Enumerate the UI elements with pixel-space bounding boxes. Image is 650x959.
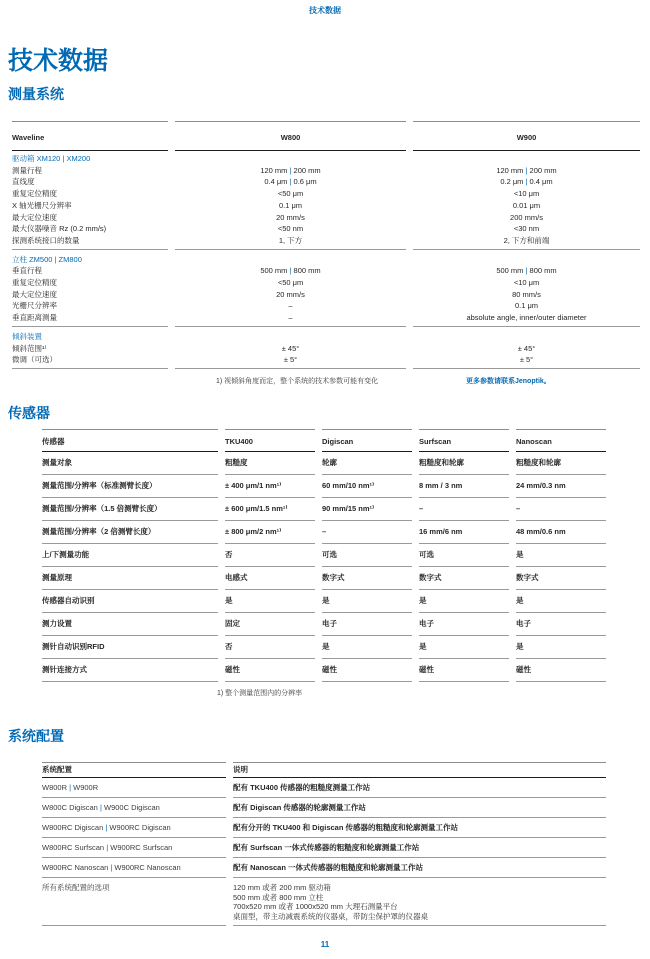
nanoscan-value: 磁性 <box>516 659 606 682</box>
row-label: 最大定位速度 <box>12 289 57 299</box>
column-header-description: 说明 <box>233 762 606 778</box>
surfscan-value: 可选 <box>419 544 509 567</box>
running-header: 技术数据 <box>309 6 341 15</box>
surfscan-value: – <box>419 498 509 521</box>
digiscan-value: – <box>322 521 412 544</box>
table-row <box>12 200 640 212</box>
digiscan-value: 数字式 <box>322 567 412 590</box>
row-label: 直线度 <box>12 177 35 187</box>
w900-value: absolute angle, inner/outer diameter <box>466 313 587 323</box>
w900-value: 2, 下方和前端 <box>503 235 550 245</box>
w800-value: 20 mm/s <box>276 289 305 299</box>
row-label: 微调（可选） <box>12 355 57 365</box>
w800-value: <50 nm <box>277 224 304 234</box>
w800-value: ± 5° <box>283 355 298 365</box>
tku400-value: 磁性 <box>225 659 315 682</box>
tku400-value: ± 600 μm/1.5 nm¹⁾ <box>225 498 315 521</box>
config-model: W800R | W900R <box>42 778 226 798</box>
group-title-row-tilt-unit <box>12 329 640 343</box>
nanoscan-value: 粗糙度和轮廓 <box>516 452 606 475</box>
column-header-config: 系统配置 <box>42 762 226 778</box>
nanoscan-value: 电子 <box>516 613 606 636</box>
w800-value: – <box>288 313 293 323</box>
row-label: 最大定位速度 <box>12 212 57 222</box>
column-header-w900: W900 <box>413 121 640 151</box>
group-title-row-column <box>12 252 640 266</box>
table-row <box>12 343 640 355</box>
w900-value: 0.1 μm <box>514 301 539 311</box>
config-model: W800RC Nanoscan | W900RC Nanoscan <box>42 858 226 878</box>
surfscan-value: 是 <box>419 636 509 659</box>
config-description: 配有 Digiscan 传感器的轮廓测量工作站 <box>233 798 606 818</box>
config-option-line: 500 mm 或者 800 mm 立柱 <box>233 892 324 902</box>
table-row <box>12 188 640 200</box>
config-option-line: 桌面型，带主动减震系统的仪器桌，带防尘保护罩的仪器桌 <box>233 911 428 921</box>
table-row <box>12 176 640 188</box>
page-number: 11 <box>320 940 330 949</box>
table-row <box>12 300 640 312</box>
tilt-footnote: 1) 视倾斜角度而定，整个系统的技术参数可能有变化 <box>216 377 379 385</box>
w900-value: <10 μm <box>513 278 540 288</box>
table-row <box>12 289 640 301</box>
surfscan-value: 16 mm/6 nm <box>419 521 509 544</box>
column-header-w800: W800 <box>175 121 406 151</box>
row-label: 测量范围/分辨率（1.5 倍测臂长度） <box>42 498 218 521</box>
row-label: 测量范围/分辨率（2 倍测臂长度） <box>42 521 218 544</box>
table-row <box>42 544 606 567</box>
system-config-table <box>42 762 606 926</box>
surfscan-value: 是 <box>419 590 509 613</box>
row-label: 垂直行程 <box>12 266 42 276</box>
row-label: 最大仪器噪音 Rz (0.2 mm/s) <box>12 224 107 234</box>
w800-value: 120 mm | 200 mm <box>260 165 321 175</box>
row-label: 测量行程 <box>12 165 42 175</box>
table-footnote-row <box>12 376 640 388</box>
w900-value: ± 5° <box>519 355 534 365</box>
row-label: 上/下测量功能 <box>42 544 218 567</box>
group-title: 立柱 ZM500 | ZM800 <box>12 254 82 264</box>
surfscan-value: 粗糙度和轮廓 <box>419 452 509 475</box>
nanoscan-value: 是 <box>516 636 606 659</box>
column-header-surfscan: Surfscan <box>419 429 509 452</box>
group-title: 驱动箱 XM120 | XM200 <box>12 154 91 163</box>
tku400-value: 否 <box>225 544 315 567</box>
w900-value: <10 μm <box>513 189 540 199</box>
sensors-footnote: 1) 整个测量范围内的分辨率 <box>217 690 303 697</box>
table-header-row <box>12 121 640 151</box>
w900-value: 80 mm/s <box>512 289 541 299</box>
tku400-value: ± 800 μm/2 nm¹⁾ <box>225 521 315 544</box>
surfscan-value: 数字式 <box>419 567 509 590</box>
digiscan-value: 电子 <box>322 613 412 636</box>
config-description: 配有分开的 TKU400 和 Digiscan 传感器的粗糙度和轮廓测量工作站 <box>233 818 606 838</box>
section-heading-sensors: 传感器 <box>8 405 50 421</box>
nanoscan-value: 是 <box>516 590 606 613</box>
row-label: 测针自动识别RFID <box>42 636 218 659</box>
w900-value: 0.01 μm <box>512 200 541 210</box>
w900-value: 500 mm | 800 mm <box>496 266 557 276</box>
w800-value: <50 μm <box>277 278 304 288</box>
config-model: W800RC Surfscan | W900RC Surfscan <box>42 838 226 858</box>
w900-value: 200 mm/s <box>510 212 543 222</box>
tku400-value: 电感式 <box>225 567 315 590</box>
w800-value: ± 45° <box>281 343 300 353</box>
row-label: X 轴光栅尺分辨率 <box>12 200 72 210</box>
config-option-line: 120 mm 或者 200 mm 驱动箱 <box>233 883 331 892</box>
tku400-value: 是 <box>225 590 315 613</box>
table-row <box>42 636 606 659</box>
w800-value: – <box>288 301 293 311</box>
table-row-options <box>42 878 606 926</box>
config-description: 配有 Nanoscan 一体式传感器的粗糙度和轮廓测量工作站 <box>233 858 606 878</box>
digiscan-value: 90 mm/15 nm¹⁾ <box>322 498 412 521</box>
config-description: 配有 TKU400 传感器的粗糙度测量工作站 <box>233 778 606 798</box>
digiscan-value: 60 mm/10 nm¹⁾ <box>322 475 412 498</box>
config-options-list <box>233 878 606 926</box>
w900-value: 120 mm | 200 mm <box>496 165 557 175</box>
nanoscan-value: – <box>516 498 606 521</box>
table-row <box>12 235 640 247</box>
table-row <box>12 277 640 289</box>
w800-value: 20 mm/s <box>276 212 305 222</box>
row-label: 测力设置 <box>42 613 218 636</box>
table-row <box>42 498 606 521</box>
table-row <box>42 858 606 878</box>
table-row <box>12 265 640 277</box>
surfscan-value: 磁性 <box>419 659 509 682</box>
table-row <box>42 798 606 818</box>
row-label: 测针连接方式 <box>42 659 218 682</box>
table-row <box>42 838 606 858</box>
row-label: 倾斜范围¹⁾ <box>12 343 47 353</box>
contact-jenoptik-link[interactable]: 更多参数请联系Jenoptik。 <box>466 377 551 385</box>
nanoscan-value: 数字式 <box>516 567 606 590</box>
nanoscan-value: 是 <box>516 544 606 567</box>
table-header-row <box>42 429 606 452</box>
table-bottom-rule <box>12 366 640 369</box>
table-row <box>42 818 606 838</box>
table-row <box>42 613 606 636</box>
w900-value: <30 nm <box>513 224 540 234</box>
table-row <box>42 567 606 590</box>
w800-value: <50 μm <box>277 189 304 199</box>
column-header-waveline: Waveline <box>12 121 168 151</box>
config-model: W800C Digiscan | W900C Digiscan <box>42 798 226 818</box>
w800-value: 0.1 μm <box>278 200 303 210</box>
page-title: 技术数据 <box>8 47 109 75</box>
config-option-line: 700x520 mm 或者 1000x520 mm 大理石测量平台 <box>233 902 398 911</box>
group-title-row-drive-unit <box>12 151 640 165</box>
config-model: W800RC Digiscan | W900RC Digiscan <box>42 818 226 838</box>
section-heading-system-config: 系统配置 <box>8 728 64 744</box>
table-row <box>42 475 606 498</box>
row-label: 测量对象 <box>42 452 218 475</box>
row-label: 测量原理 <box>42 567 218 590</box>
table-row <box>42 778 606 798</box>
tku400-value: 粗糙度 <box>225 452 315 475</box>
row-label: 垂直距离测量 <box>12 313 57 323</box>
tku400-value: 否 <box>225 636 315 659</box>
table-row <box>12 354 640 366</box>
tku400-value: 固定 <box>225 613 315 636</box>
group-title: 倾斜装置 <box>12 331 42 341</box>
surfscan-value: 电子 <box>419 613 509 636</box>
table-header-row <box>42 762 606 778</box>
w900-value: 0.2 μm | 0.4 μm <box>500 177 553 187</box>
table-row <box>42 590 606 613</box>
config-model: 所有系统配置的选项 <box>42 878 226 926</box>
row-label: 探测系统接口的数量 <box>12 235 80 245</box>
row-label: 光栅尺分辨率 <box>12 301 57 311</box>
digiscan-value: 磁性 <box>322 659 412 682</box>
digiscan-value: 可选 <box>322 544 412 567</box>
measurement-system-table <box>12 121 640 388</box>
row-label: 重复定位精度 <box>12 278 57 288</box>
digiscan-value: 是 <box>322 636 412 659</box>
tku400-value: ± 400 μm/1 nm¹⁾ <box>225 475 315 498</box>
table-row <box>42 659 606 682</box>
column-header-digiscan: Digiscan <box>322 429 412 452</box>
column-header-nanoscan: Nanoscan <box>516 429 606 452</box>
row-label: 重复定位精度 <box>12 189 57 199</box>
column-header-sensor: 传感器 <box>42 429 218 452</box>
config-description: 配有 Surfscan 一体式传感器的粗糙度和轮廓测量工作站 <box>233 838 606 858</box>
table-row <box>42 452 606 475</box>
sensors-table <box>42 429 606 698</box>
table-row <box>12 312 640 324</box>
surfscan-value: 8 mm / 3 nm <box>419 475 509 498</box>
w800-value: 500 mm | 800 mm <box>260 266 321 276</box>
w800-value: 1, 下方 <box>278 235 303 245</box>
table-row <box>12 165 640 177</box>
table-row <box>12 212 640 224</box>
row-label: 传感器自动识别 <box>42 590 218 613</box>
digiscan-value: 是 <box>322 590 412 613</box>
w900-value: ± 45° <box>517 343 536 353</box>
section-heading-measurement-system: 测量系统 <box>8 86 64 102</box>
row-label: 测量范围/分辨率（标准测臂长度） <box>42 475 218 498</box>
w800-value: 0.4 μm | 0.6 μm <box>264 177 317 187</box>
nanoscan-value: 48 mm/0.6 nm <box>516 521 606 544</box>
table-row <box>42 521 606 544</box>
column-header-tku400: TKU400 <box>225 429 315 452</box>
digiscan-value: 轮廓 <box>322 452 412 475</box>
nanoscan-value: 24 mm/0.3 nm <box>516 475 606 498</box>
table-row <box>12 223 640 235</box>
